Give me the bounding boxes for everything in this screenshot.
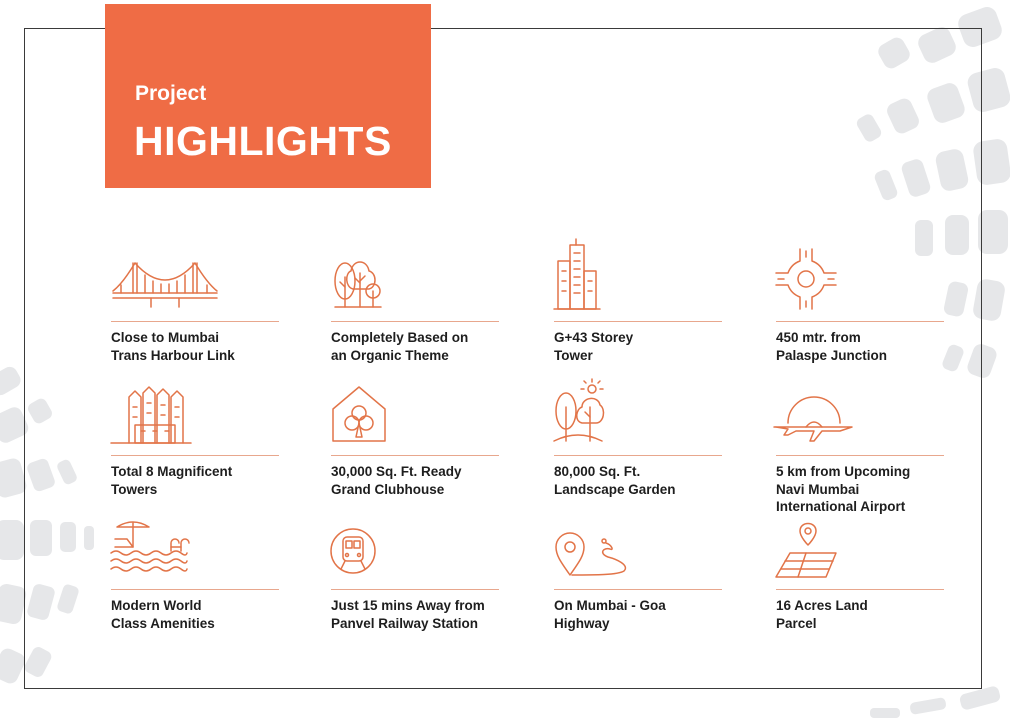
- highlight-label: 450 mtr. from Palaspe Junction: [776, 330, 888, 363]
- highlight-label: G+43 Storey Tower: [554, 330, 634, 363]
- divider: [554, 455, 722, 456]
- train-icon: [331, 517, 441, 581]
- highlight-label: 80,000 Sq. Ft. Landscape Garden: [554, 464, 676, 497]
- towers-icon: [111, 383, 221, 447]
- divider: [111, 589, 279, 590]
- trees-icon: [331, 249, 441, 313]
- bridge-icon: [111, 249, 221, 313]
- pool-icon: [111, 517, 221, 581]
- divider: [554, 321, 722, 322]
- tower-icon: [554, 249, 664, 313]
- highlight-label: Modern World Class Amenities: [111, 598, 215, 631]
- highlight-label: Close to Mumbai Trans Harbour Link: [111, 330, 235, 363]
- roundabout-icon: [776, 249, 886, 313]
- divider: [554, 589, 722, 590]
- land-parcel-icon: [776, 517, 886, 581]
- title-banner: [105, 4, 431, 188]
- highlight-label: 30,000 Sq. Ft. Ready Grand Clubhouse: [331, 464, 462, 497]
- airplane-icon: [776, 383, 886, 447]
- route-icon: [554, 517, 664, 581]
- clubhouse-icon: [331, 383, 441, 447]
- divider: [111, 455, 279, 456]
- divider: [331, 589, 499, 590]
- divider: [331, 321, 499, 322]
- highlight-label: Just 15 mins Away from Panvel Railway Station: [331, 598, 485, 631]
- banner-title: HIGHLIGHTS: [134, 118, 392, 164]
- garden-icon: [554, 383, 664, 447]
- highlight-label: Total 8 Magnificent Towers: [111, 464, 233, 497]
- banner-subtitle: Project: [135, 82, 207, 105]
- divider: [776, 455, 944, 456]
- divider: [776, 589, 944, 590]
- highlight-label: 5 km from Upcoming Navi Mumbai International Airport: [776, 464, 911, 514]
- divider: [111, 321, 279, 322]
- highlight-label: On Mumbai - Goa Highway: [554, 598, 666, 631]
- highlight-label: Completely Based on an Organic Theme: [331, 330, 469, 363]
- highlight-label: 16 Acres Land Parcel: [776, 598, 868, 631]
- divider: [776, 321, 944, 322]
- divider: [331, 455, 499, 456]
